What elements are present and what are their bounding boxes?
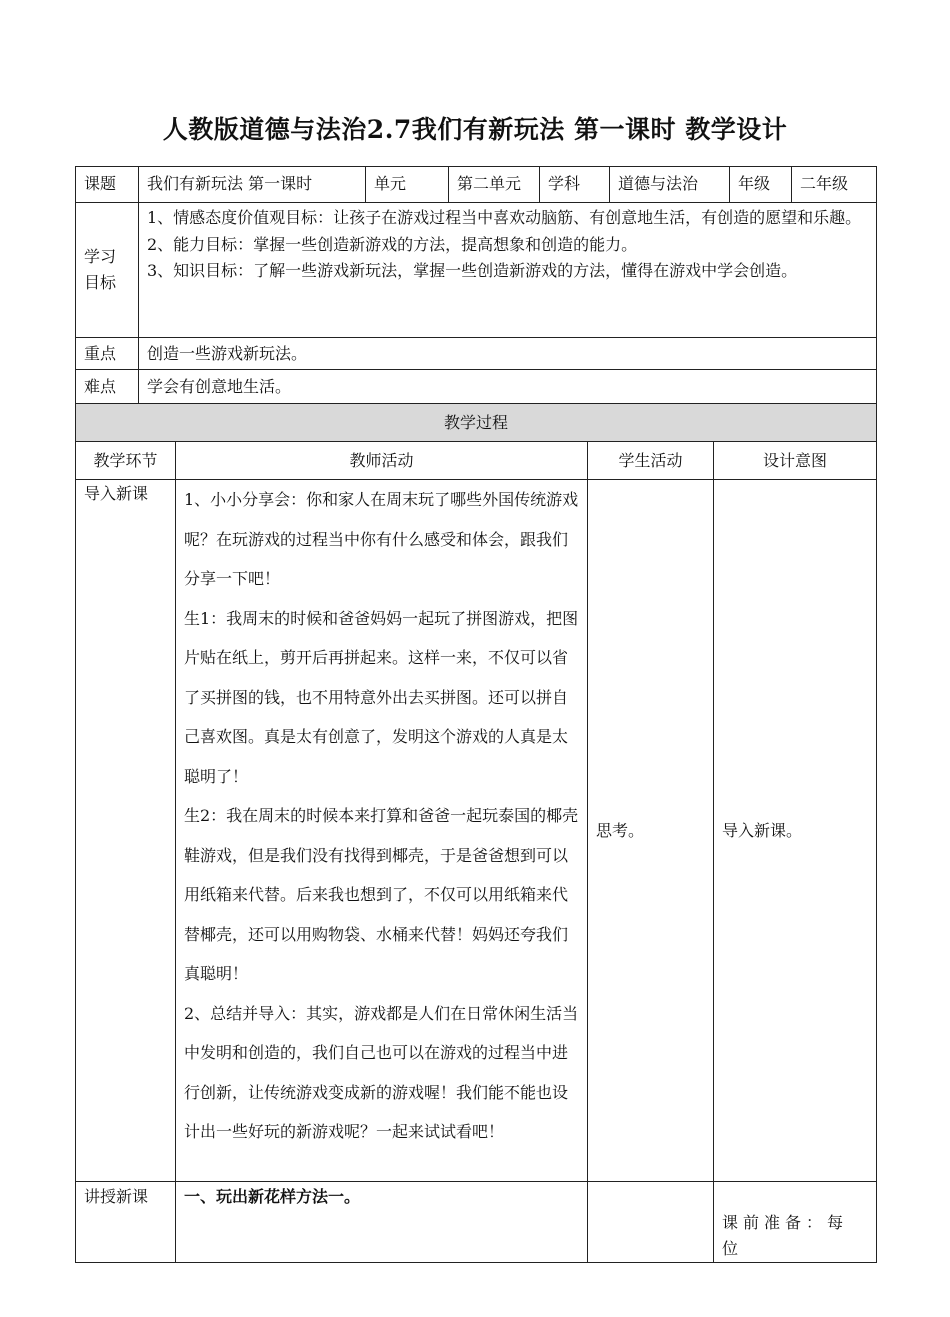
- goal-item: 2、能力目标：掌握一些创造新游戏的方法，提高想象和创造的能力。: [147, 234, 638, 254]
- design-intent-cell: 课前准备：每位: [714, 1182, 877, 1263]
- teacher-paragraph: 生2：我在周末的时候本来打算和爸爸一起玩泰国的椰壳鞋游戏，但是我们没有找得到椰壳，于是爸爸想到可以用纸箱来代替。后来我也想到了，不仅可以用纸箱来代替椰壳，还可以用购物袋、水桶来代替！妈妈还夸我们真聪明！: [184, 806, 579, 983]
- stage-cell: 导入新课: [76, 480, 176, 1182]
- page-title: 人教版道德与法治2.7我们有新玩法 第一课时 教学设计: [162, 115, 788, 144]
- unit-label: 单元: [366, 167, 449, 203]
- lesson-info-table: [75, 166, 877, 404]
- unit-value: 第二单元: [449, 167, 540, 203]
- header-stage: 教学环节: [76, 442, 176, 480]
- difficulty-value: 学会有创意地生活。: [139, 370, 877, 404]
- student-activity-cell: [588, 1182, 714, 1263]
- lesson-value: 我们有新玩法 第一课时: [139, 167, 366, 203]
- teacher-paragraph: 生1：我周末的时候和爸爸妈妈一起玩了拼图游戏，把图片贴在纸上，剪开后再拼起来。这样一来，不仅可以省了买拼图的钱，也不用特意外出去买拼图。还可以拼自己喜欢图。真是太有创意了，发明这个游戏的人真是太聪明了！: [184, 608, 579, 786]
- goals-row: [76, 203, 877, 338]
- grade-value: 二年级: [792, 167, 877, 203]
- teacher-paragraph: 1、小小分享会：你和家人在周末玩了哪些外国传统游戏呢？在玩游戏的过程当中你有什么感受和体会，跟我们分享一下吧！: [184, 490, 579, 588]
- goals-label: 学习目标: [76, 203, 139, 338]
- teacher-activity-cell: [176, 480, 588, 1182]
- info-row: [76, 167, 877, 203]
- grade-label: 年级: [730, 167, 792, 203]
- teacher-paragraph: 2、总结并导入：其实，游戏都是人们在日常休闲生活当中发明和创造的，我们自己也可以在游戏的过程当中进行创新，让传统游戏变成新的游戏喔！我们能不能也设计出一些好玩的新游戏呢？一起来试试看吧！: [184, 1003, 579, 1141]
- stage-cell: 讲授新课: [76, 1182, 176, 1263]
- process-header-row: [76, 442, 877, 480]
- header-intent: 设计意图: [714, 442, 877, 480]
- subject-label: 学科: [540, 167, 610, 203]
- process-title: 教学过程: [76, 404, 877, 442]
- header-teacher: 教师活动: [176, 442, 588, 480]
- subject-value: 道德与法治: [610, 167, 730, 203]
- key-point-label: 重点: [76, 338, 139, 370]
- student-activity-cell: 思考。: [588, 480, 714, 1182]
- key-point-row: [76, 338, 877, 370]
- lesson-label: 课题: [76, 167, 139, 203]
- goal-item: 3、知识目标：了解一些游戏新玩法，掌握一些创造新游戏的方法，懂得在游戏中学会创造。: [147, 261, 798, 280]
- process-title-row: [76, 404, 877, 442]
- teaching-process-table: [75, 403, 877, 1263]
- teacher-activity-cell: 一、玩出新花样方法一。: [176, 1182, 588, 1263]
- difficulty-label: 难点: [76, 370, 139, 404]
- table-row: [76, 480, 877, 1182]
- table-row: [76, 1182, 877, 1263]
- goals-content: [139, 203, 877, 338]
- design-intent-cell: 导入新课。: [714, 480, 877, 1182]
- header-student: 学生活动: [588, 442, 714, 480]
- key-point-value: 创造一些游戏新玩法。: [139, 338, 877, 370]
- difficulty-row: [76, 370, 877, 404]
- goal-item: 1、情感态度价值观目标：让孩子在游戏过程当中喜欢动脑筋、有创意地生活，有创造的愿望和乐趣。: [147, 208, 862, 227]
